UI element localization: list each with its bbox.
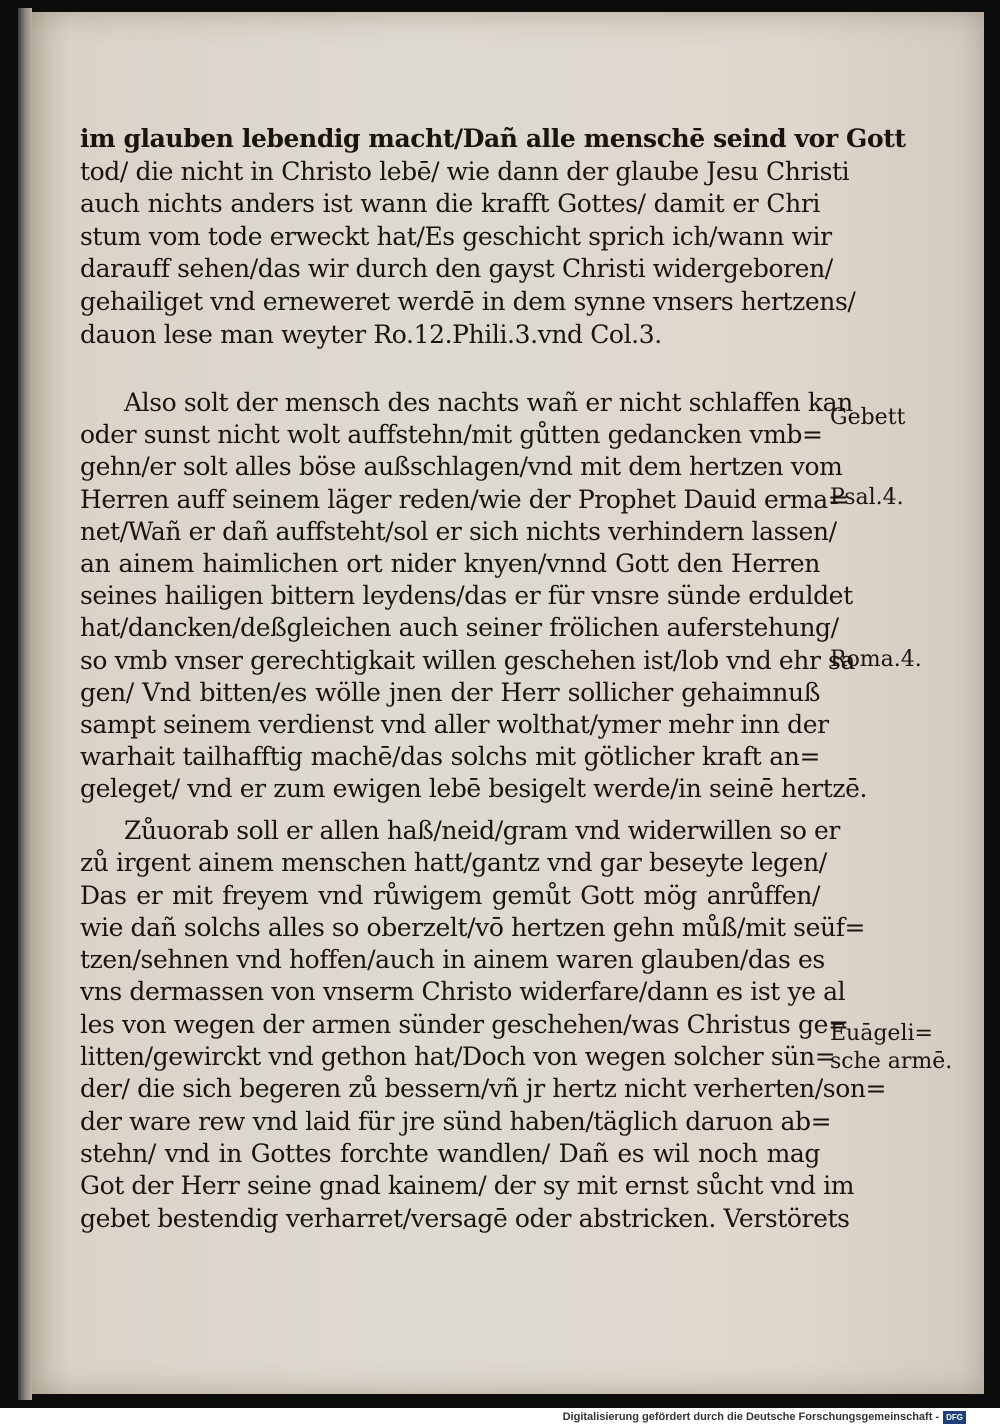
footer-credit xyxy=(563,1410,966,1424)
text-line: stum vom tode erweckt hat/Es geschicht sprich ich/wann wir xyxy=(80,221,832,251)
text-line: warhait tailhafftig machē/das solchs mit götlicher kraft an= xyxy=(80,742,820,772)
text-line: litten/gewirckt vnd gethon hat/Doch von wegen solcher sün= xyxy=(80,1042,836,1072)
marginal-note-gebett: Gebett xyxy=(830,405,906,430)
text-line: tod/ die nicht in Christo lebē/ wie dann der glaube Jesu Christi xyxy=(80,156,850,186)
text-line: dauon lese man weyter Ro.12.Phili.3.vnd Col.3. xyxy=(80,319,662,349)
dfg-logo: DFG xyxy=(943,1411,966,1424)
text-line: geleget/ vnd er zum ewigen lebē besigelt werde/in seinē hertzē. xyxy=(80,774,868,804)
text-line: so vmb vnser gerechtigkait willen geschehen ist/lob vnd ehr sa xyxy=(80,645,855,675)
text-line: Zůuorab soll er allen haß/neid/gram vnd widerwillen so er xyxy=(124,816,840,845)
text-line: Das er mit freyem vnd růwigem gemůt Gott mög anrůffen/ xyxy=(80,880,820,910)
text-line: oder sunst nicht wolt auffstehn/mit gůtten gedancken vmb= xyxy=(80,420,823,450)
text-line: gen/ Vnd bitten/es wölle jnen der Herr sollicher gehaimnuß xyxy=(80,677,820,707)
text-line: gehailiget vnd erneweret werdē in dem synne vnsers hertzens/ xyxy=(80,286,856,316)
text-line: an ainem haimlichen ort nider knyen/vnnd Gott den Herren xyxy=(80,548,820,578)
text-line: wie dañ solchs alles so oberzelt/vō hertzen gehn můß/mit seüf= xyxy=(80,912,866,942)
marginal-note-line: sche armē. xyxy=(830,1049,953,1074)
text-line: net/Wañ er dañ auffsteht/sol er sich nichts verhindern lassen/ xyxy=(80,516,837,546)
paragraph-1 xyxy=(80,123,906,351)
text-line: Also solt der mensch des nachts wañ er nicht schlaffen kan xyxy=(124,388,853,417)
text-line: Herren auff seinem läger reden/wie der Prophet Dauid erma= xyxy=(80,484,849,514)
text-line: gehn/er solt alles böse außschlagen/vnd mit dem hertzen vom xyxy=(80,452,843,482)
text-line: im glauben lebendig macht/Dañ alle menschē seind vor Gott xyxy=(80,124,906,153)
marginal-note-psal: Psal.4. xyxy=(830,485,904,510)
text-line: gebet bestendig verharret/versagē oder abstricken. Verstörets xyxy=(80,1203,850,1233)
text-line: der/ die sich begeren zů bessern/vñ jr hertz nicht verherten/son= xyxy=(80,1074,887,1104)
text-line: hat/dancken/deßgleichen auch seiner frölichen auferstehung/ xyxy=(80,613,839,643)
text-line: Got der Herr seine gnad kainem/ der sy mit ernst sůcht vnd im xyxy=(80,1171,855,1201)
text-line: auch nichts anders ist wann die krafft Gottes/ damit er Chri xyxy=(80,189,820,219)
footer-text: Digitalisierung gefördert durch die Deutsche Forschungsgemeinschaft - xyxy=(562,1411,940,1423)
text-line: les von wegen der armen sünder geschehen/was Christus ge= xyxy=(80,1009,849,1039)
text-line: seines hailigen bittern leydens/das er für vnsre sünde erduldet xyxy=(80,581,853,611)
text-line: darauff sehen/das wir durch den gayst Christi widergeboren/ xyxy=(80,254,833,284)
text-line: der ware rew vnd laid für jre sünd haben/täglich daruon ab= xyxy=(80,1106,832,1136)
marginal-note-line: Euāgeli= xyxy=(830,1021,933,1046)
text-line: stehn/ vnd in Gottes forchte wandlen/ Dañ es wil noch mag xyxy=(80,1138,820,1168)
marginal-note-roma: Roma.4. xyxy=(830,647,922,672)
text-line: tzen/sehnen vnd hoffen/auch in ainem waren glauben/das es xyxy=(80,945,825,975)
text-line: vns dermassen von vnserm Christo widerfare/dann es ist ye al xyxy=(80,977,846,1007)
page-edge xyxy=(18,8,32,1400)
text-line: zů irgent ainem menschen hatt/gantz vnd gar beseyte legen/ xyxy=(80,848,827,878)
marginal-note-euangeli xyxy=(830,1020,952,1076)
text-line: sampt seinem verdienst vnd aller wolthat/ymer mehr inn der xyxy=(80,709,829,739)
